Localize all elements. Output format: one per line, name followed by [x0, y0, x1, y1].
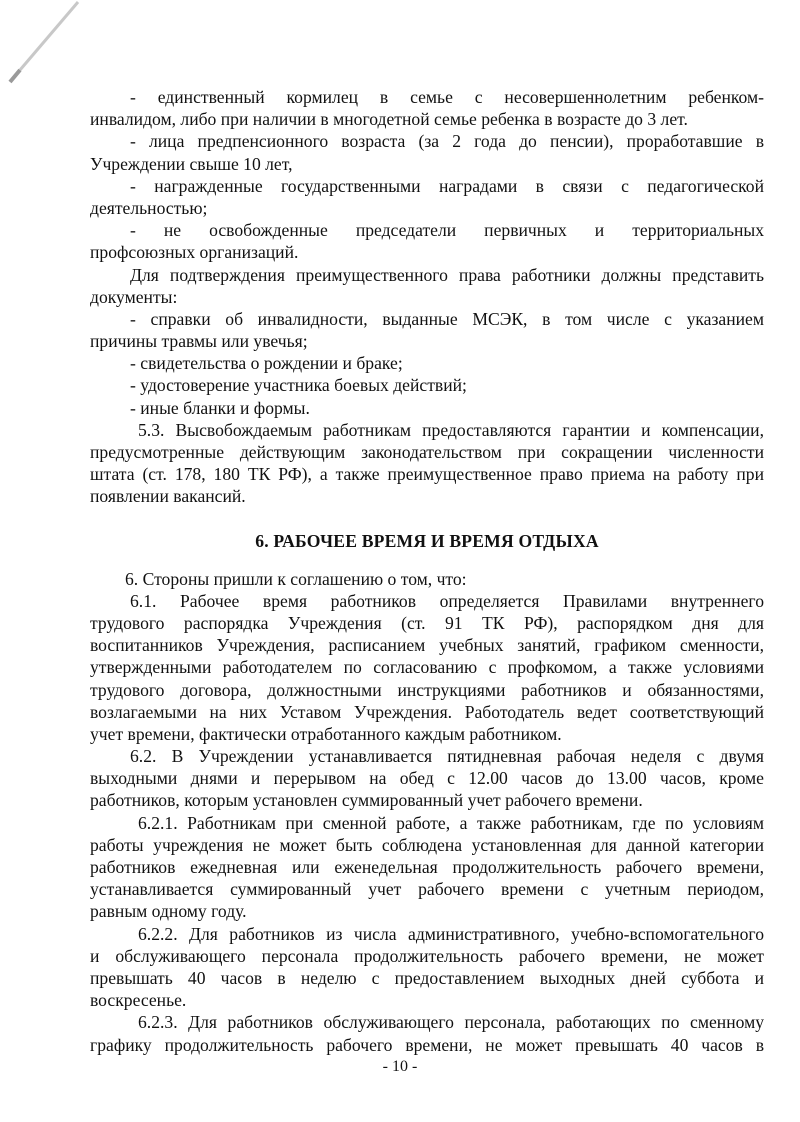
section-heading: 6. РАБОЧЕЕ ВРЕМЯ И ВРЕМЯ ОТДЫХА	[255, 530, 599, 551]
text-line: инвалидом, либо при наличии в многодетной семье ребенка в возрасте до 3 лет.	[90, 109, 688, 130]
text-line: предусмотренные действующим законодательством при сокращении численности	[90, 442, 764, 462]
text-line: документы:	[90, 286, 178, 307]
text-line: - свидетельства о рождении и браке;	[130, 353, 403, 374]
text-line: воспитанников Учреждения, расписанием учебных занятий, графиком сменности,	[90, 635, 764, 656]
text-line: устанавливается суммированный учет рабочего времени с учетным периодом,	[90, 879, 764, 900]
text-line: - единственный кормилец в семье с несовершеннолетним ребенком-	[130, 87, 764, 107]
text-line: - награжденные государственными наградами в связи с педагогической	[130, 175, 764, 196]
text-line: трудового договора, должностными инструкциями работников и обязанностями,	[90, 679, 764, 700]
text-line: штата (ст. 178, 180 ТК РФ), а также преимущественное право приема на работу при	[90, 464, 764, 485]
text-line: возлагаемыми на них Уставом Учреждения. Работодатель ведет соответствующий	[90, 701, 764, 722]
text-line: трудового распорядка Учреждения (ст. 91 ТК РФ), распорядком дня для	[90, 612, 764, 633]
text-line: причины травмы или увечья;	[90, 331, 308, 352]
text-line: и обслуживающего персонала продолжительность рабочего времени, не может	[90, 945, 764, 966]
text-line: выходными днями и перерывом на обед с 12.00 часов до 13.00 часов, кроме	[90, 768, 764, 789]
text-line: Для подтверждения преимущественного права работники должны представить	[130, 264, 764, 285]
text-line: работников ежедневная или еженедельная продолжительность рабочего времени,	[90, 857, 764, 877]
text-line: - справки об инвалидности, выданные МСЭК, в том числе с указанием	[130, 308, 764, 329]
text-line: Учреждении свыше 10 лет,	[90, 153, 293, 174]
text-line: появлении вакансий.	[90, 486, 246, 507]
text-line: - иные бланки и формы.	[130, 397, 310, 418]
document-body	[90, 86, 764, 1056]
text-line: графику продолжительность рабочего времени, не может превышать 40 часов в	[90, 1034, 764, 1055]
text-line: 6.1. Рабочее время работников определяется Правилами внутреннего	[130, 590, 764, 611]
text-line: равным одному году.	[90, 901, 247, 922]
text-line: утвержденными работодателем по согласованию с профкомом, а также условиями	[90, 657, 764, 678]
text-line: - не освобожденные председатели первичных и территориальных	[130, 220, 764, 241]
text-line: 6.2.1. Работникам при сменной работе, а также работникам, где по условиям	[138, 812, 764, 833]
text-line: - удостоверение участника боевых действий;	[130, 375, 467, 396]
text-line: работников, которым установлен суммированный учет рабочего времени.	[90, 790, 643, 811]
text-line: - лица предпенсионного возраста (за 2 года до пенсии), проработавшие в	[130, 131, 764, 152]
text-line: 6.2.2. Для работников из числа административного, учебно-вспомогательного	[138, 923, 764, 944]
folded-corner-mark	[0, 0, 90, 90]
text-line: воскресенье.	[90, 990, 187, 1011]
text-line: 5.3. Высвобождаемым работникам предоставляются гарантии и компенсации,	[138, 419, 764, 440]
text-line: 6.2.3. Для работников обслуживающего персонала, работающих по сменному	[138, 1012, 764, 1033]
page-number: - 10 -	[382, 1058, 418, 1075]
text-line: учет времени, фактически отработанного каждым работником.	[90, 723, 562, 744]
text-line: превышать 40 часов в неделю с предоставлением выходных дней суббота и	[90, 967, 764, 988]
text-line: работы учреждения не может быть соблюдена установленная для данной категории	[90, 834, 764, 855]
text-line: деятельностью;	[90, 197, 208, 218]
text-line: 6.2. В Учреждении устанавливается пятидневная рабочая неделя с двумя	[130, 746, 764, 767]
text-line: профсоюзных организаций.	[90, 242, 299, 263]
text-line: 6. Стороны пришли к соглашению о том, что:	[125, 568, 467, 589]
